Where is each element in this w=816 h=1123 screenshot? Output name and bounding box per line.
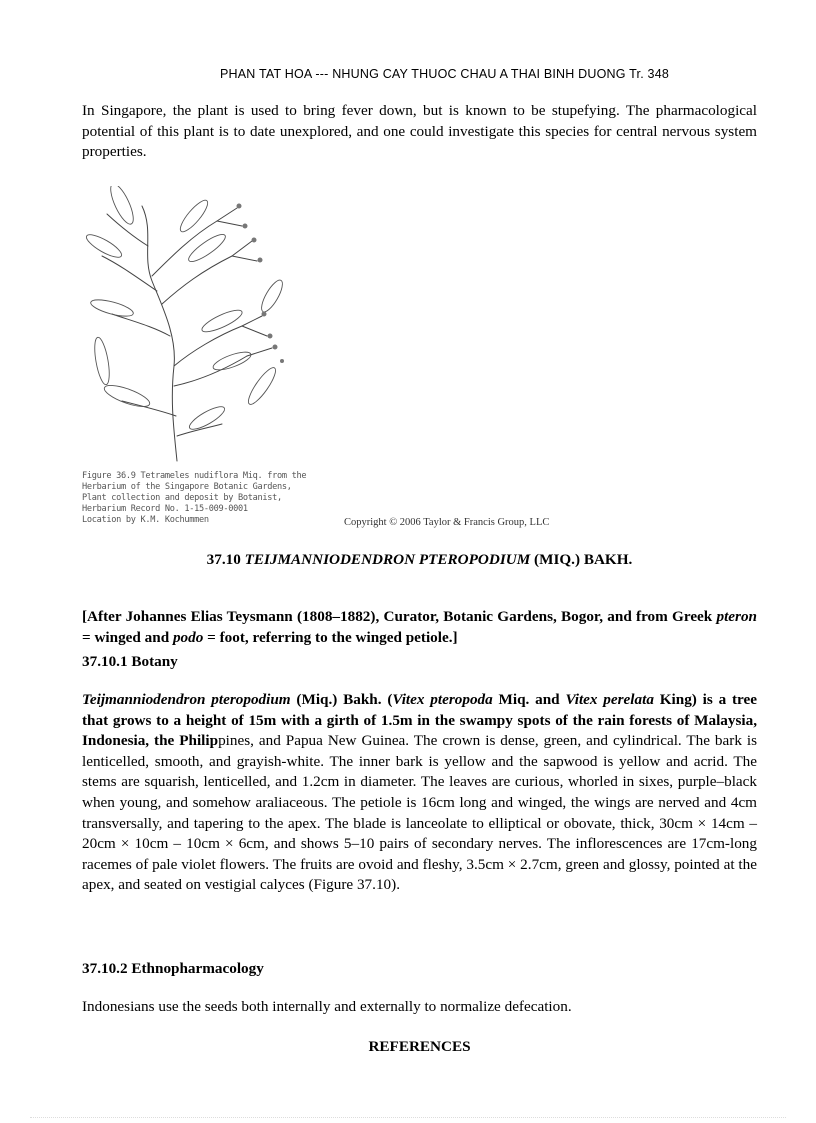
etymology-text: = foot, referring to the winged petiole.] — [203, 628, 458, 646]
caption-line: Location by K.M. Kochummen — [82, 515, 209, 525]
figure-caption — [82, 471, 347, 526]
botany-lead-text: King) is a tree that grows to a height of 15m with a girth of 1.5m in the swampy spots of the rain forests of Malaysia, Indonesia, the Philip — [82, 691, 757, 750]
ethno-paragraph: Indonesians use the seeds both internally and externally to normalize defecation. — [82, 998, 572, 1015]
species-name: Teijmanniodendron pteropodium — [82, 691, 291, 708]
references-heading: REFERENCES — [368, 1038, 471, 1055]
copyright-notice: Copyright © 2006 Taylor & Francis Group, LLC — [344, 517, 550, 528]
etymology-term: podo — [172, 628, 204, 646]
botany-paragraph — [82, 690, 757, 896]
caption-line: Figure 36.9 Tetrameles nudiflora Miq. from the — [82, 471, 307, 481]
caption-line: Herbarium Record No. 1-15-009-0001 — [82, 504, 248, 514]
ethno-heading: 37.10.2 Ethnopharmacology — [82, 960, 264, 977]
authority-text: (Miq.) Bakh. ( — [290, 691, 393, 708]
authority-text: Miq. and — [492, 691, 566, 708]
section-species: TEIJMANNIODENDRON PTEROPODIUM — [244, 551, 531, 568]
etymology-term: pteron — [716, 608, 757, 626]
botanical-figure — [82, 186, 602, 534]
botany-body-text: pines, and Papua New Guinea. The crown is dense, green, and cylindrical. The bark is lenticelled, smooth, and grayish-white. The inner bark is yellow and the sapwood is yellow and acrid. The stems are squarish, lenticelled, and 1.2cm in diameter. The leaves are curious, whorled in sixes, purple–black when young, and somehow araliaceous. The petiole is 16cm long and winged, the wings are nerved and 4cm transversally, and tapering to the apex. The blade is lanceolate to elliptical or obovate, thick, 30cm × 14cm – 20cm × 10cm – 10cm × 6cm, and shows 5–10 pairs of secondary nerves. The inflorescences are 17cm-long racemes of pale violet flowers. The fruits are ovoid and fleshy, 3.5cm × 2.7cm, green and glossy, pointed at the apex, and seated on vestigial calyces (Figure 37.10). — [82, 732, 757, 894]
synonym-name: Vitex perelata — [565, 691, 654, 708]
caption-line: Plant collection and deposit by Botanist, — [82, 493, 282, 503]
synonym-name: Vitex pteropoda — [392, 691, 493, 708]
section-authority: (MIQ.) BAKH. — [534, 551, 633, 568]
etymology-note — [82, 607, 757, 648]
section-number: 37.10 — [206, 551, 241, 568]
etymology-text: [After Johannes Elias Teysmann (1808–1882), Curator, Botanic Gardens, Bogor, and from Greek — [82, 608, 717, 626]
document-page — [82, 0, 757, 1123]
intro-paragraph: In Singapore, the plant is used to bring fever down, but is known to be stupefying. The pharmacological potential of this plant is to date unexplored, and one could investigate this species for central nervous system properties. — [82, 102, 757, 161]
running-head: PHAN TAT HOA --- NHUNG CAY THUOC CHAU A THAI BINH DUONG Tr. 348 — [219, 67, 670, 81]
page-bottom-rule — [30, 1117, 786, 1118]
section-title — [82, 551, 757, 569]
caption-line: Herbarium of the Singapore Botanic Gardens, — [82, 482, 292, 492]
etymology-text: = winged and — [82, 628, 173, 646]
botany-heading: 37.10.1 Botany — [82, 653, 178, 670]
